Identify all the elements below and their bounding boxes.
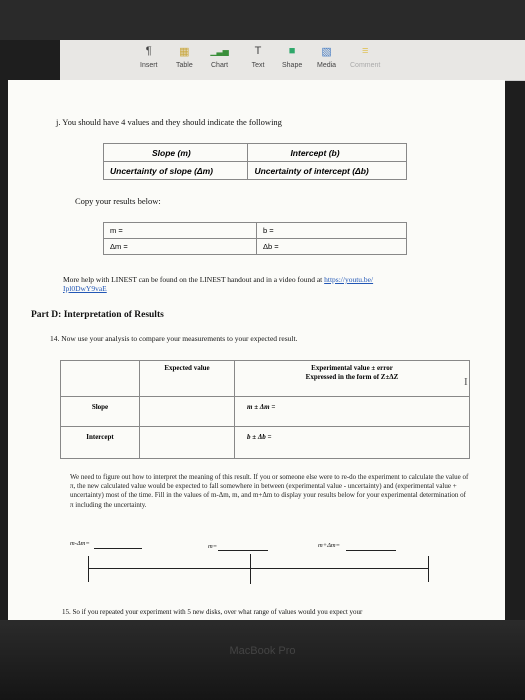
intercept-uncertainty-cell: Uncertainty of intercept (Δb) [248, 162, 407, 180]
intercept-experimental-cell[interactable]: b ± Δb = [235, 427, 470, 459]
slope-cell: Slope (m) [104, 144, 248, 162]
media-icon: ▧ [321, 45, 332, 58]
media-label: Media [317, 62, 337, 69]
brand-label: MacBook Pro [229, 645, 296, 657]
experimental-header-line1: Experimental value ± error [311, 364, 393, 372]
copy-label: Copy your results below: [75, 196, 161, 206]
help-text-body: More help with LINEST can be found on the LINEST handout and in a video found at [63, 275, 323, 284]
expected-header: Expected value [140, 361, 235, 397]
question-14: 14. Now use your analysis to compare your measurements to your expected result. [50, 334, 298, 343]
shape-icon: ■ [288, 45, 296, 57]
m-minus-dm-blank[interactable] [94, 548, 142, 549]
intercept-cell: Intercept (b) [248, 144, 407, 162]
chart-icon: ▁▃▅ [210, 46, 229, 56]
insert-button[interactable] [140, 44, 158, 69]
table-label: Table [176, 62, 193, 69]
document-page[interactable] [8, 80, 505, 620]
m-minus-dm-label: m-Δm= [70, 540, 90, 547]
slope-expected-cell[interactable] [140, 397, 235, 427]
number-line-right-tick [428, 556, 429, 582]
intercept-expected-cell[interactable] [140, 427, 235, 459]
comment-label: Comment [350, 62, 381, 69]
slope-experimental-cell[interactable]: m ± Δm = [235, 397, 470, 427]
text-label: Text [251, 62, 265, 69]
text-cursor-icon: I [464, 376, 468, 388]
table-button[interactable] [176, 44, 193, 69]
pilcrow-icon: ¶ [145, 45, 152, 57]
help-text [63, 275, 373, 284]
interpretation-paragraph: We need to figure out how to interpret the meaning of this result. If you or someone else were to re-do the experiment to calculate the value of π, the new calculated value would be expected to fall somewhere in between (experimental value - uncertainty) and (experimental value + uncertainty) most of the time. Fill in the values of m-Δm, m, and m+Δm to display your results below for your experimental determination of π including the uncertainty. [70, 473, 469, 509]
db-cell[interactable]: Δb = [257, 239, 407, 255]
dm-cell[interactable]: Δm = [104, 239, 257, 255]
interpretation-table [60, 360, 470, 459]
b-cell[interactable]: b = [257, 223, 407, 239]
intercept-row-label: Intercept [61, 427, 140, 459]
screen-bezel [0, 0, 525, 40]
toolbar [60, 40, 525, 81]
slope-row-label: Slope [61, 397, 140, 427]
comment-button[interactable] [350, 44, 380, 69]
table-icon: ▦ [179, 45, 190, 58]
question-j: j. You should have 4 values and they should indicate the following [56, 117, 282, 127]
m-cell[interactable]: m = [104, 223, 257, 239]
m-label: m= [208, 543, 218, 550]
chart-label: Chart [211, 62, 229, 69]
m-blank[interactable] [218, 550, 268, 551]
media-button[interactable] [317, 44, 336, 69]
experimental-header [235, 361, 470, 397]
part-d-heading: Part D: Interpretation of Results [31, 310, 164, 320]
laptop-bezel [0, 620, 525, 700]
number-line-mid-tick [250, 554, 251, 584]
chart-button[interactable] [211, 44, 228, 69]
question-15: 15. So if you repeated your experiment with 5 new disks, over what range of values would you expect your [62, 608, 363, 616]
values-table [103, 143, 407, 180]
number-line-left-tick [88, 556, 89, 582]
comment-icon: ≡ [361, 45, 369, 57]
help-link[interactable]: https://youtu.be/ [324, 275, 374, 284]
slope-uncertainty-cell: Uncertainty of slope (Δm) [104, 162, 248, 180]
m-plus-dm-blank[interactable] [346, 550, 396, 551]
results-table [103, 222, 407, 255]
blank-header [61, 361, 140, 397]
text-icon: T [254, 45, 262, 57]
help-link-cont[interactable]: Ipl0DwY9vaE [63, 284, 107, 293]
text-button[interactable] [250, 44, 266, 69]
shape-label: Shape [282, 62, 303, 69]
m-plus-dm-label: m+Δm= [318, 542, 340, 549]
shape-button[interactable] [282, 44, 302, 69]
insert-label: Insert [140, 62, 158, 69]
number-line [88, 568, 428, 569]
experimental-header-line2: Expressed in the form of Z±ΔZ [305, 373, 399, 381]
